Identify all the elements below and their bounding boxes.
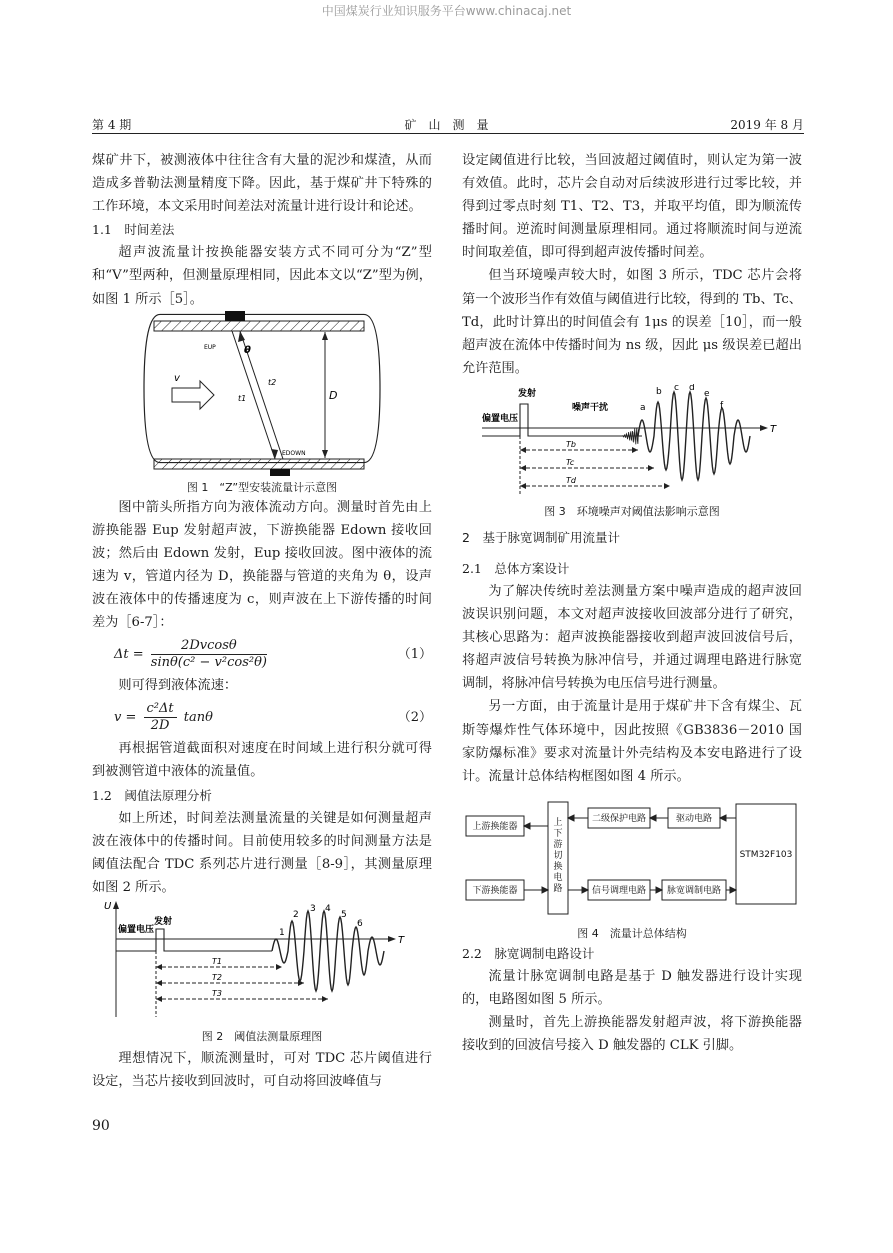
eq1-lhs: Δt = (114, 646, 144, 662)
label-T2: T2 (212, 972, 222, 982)
figure-2-diagram (92, 899, 432, 1027)
eq2-rhs: tanθ (183, 709, 213, 725)
paragraph: 再根据管道截面积对速度在时间域上进行积分就可得到被测管道中液体的流量值。 (92, 741, 432, 780)
label-t2: t2 (268, 377, 277, 387)
right-column (462, 149, 802, 1057)
paragraph: 但当环境噪声较大时，如图 3 所示，TDC 芯片会将第一个波形当作有效值与阈值进行比较，得到的 Tb、Tc、Td，此时计算出的时间值会有 1μs 的误差［10］，而一般超声波在流体中传播时间为 ns 级，因此 μs 级误差已超出允许范围。 (462, 268, 802, 376)
left-column (92, 149, 432, 1093)
figure-2-caption: 图 2 阈值法测量原理图 (201, 1029, 323, 1043)
label-edown: EDOWN (282, 449, 306, 457)
label-eup: EUP (204, 343, 216, 351)
peak-b: b (656, 386, 662, 397)
box-conditioning-label: 信号调理电路 (591, 885, 647, 896)
eq1-numerator: 2Dvcosθ (151, 638, 267, 655)
label-Tc: Tc (566, 457, 575, 467)
page-number: 90 (92, 1118, 110, 1134)
box-drive-label: 驱动电路 (675, 813, 713, 824)
figure-3 (462, 384, 802, 522)
label-bias: 偏置电压 (118, 924, 155, 935)
header-date: 2019 年 8 月 (730, 118, 804, 132)
header-rule (92, 133, 804, 134)
paragraph: 图中箭头所指方向为液体流动方向。测量时首先由上游换能器 Eup 发射超声波，下游换能器 Edown 接收回波；然后由 Edown 发射，Eup 接收回波。图中液体的流速为 v，管道内径为 D，换能器与管道的夹角为 θ，设声波在液体中的传播速度为 c，则声波在上下游传播的时间差为［6-7］： (92, 499, 432, 631)
axis-U: U (104, 900, 112, 912)
figure-1 (92, 311, 432, 496)
section-heading-2: 2 基于脉宽调制矿用流量计 (462, 529, 620, 545)
section-heading-2-2: 2.2 脉宽调制电路设计 (462, 945, 595, 961)
peak-1: 1 (279, 927, 285, 938)
label-theta: θ (244, 344, 251, 356)
label-fashe: 发射 (518, 388, 537, 399)
peak-c: c (674, 383, 679, 393)
figure-3-diagram (462, 384, 802, 500)
label-T1: T1 (212, 956, 222, 966)
paragraph: 为了解决传统时差法测量方案中噪声造成的超声波回波误识别问题，本文对超声波接收回波部分进行了研究，其核心思路为：超声波换能器接收到超声波回波信号后，将超声波信号转换为脉冲信号，并通过调理电路进行脉宽调制，将脉冲信号转换为电压信号进行测量。 (462, 583, 802, 692)
figure-4-diagram (462, 794, 802, 922)
section-heading-1-1: 1.1 时间差法 (92, 222, 175, 238)
box-switch-label: 上下游切换电路 (553, 817, 563, 894)
label-D: D (329, 388, 338, 402)
peak-3: 3 (310, 903, 316, 914)
label-noise: 噪声干扰 (572, 402, 609, 413)
paragraph: 则可得到液体流速： (118, 678, 238, 694)
equation-2 (92, 697, 432, 737)
peak-2: 2 (293, 909, 299, 920)
label-Td: Td (566, 475, 576, 485)
paragraph: 理想情况下，顺流测量时，可对 TDC 芯片阈值进行设定，当芯片接收到回波时，可自动将回波峰值与 (92, 1050, 432, 1090)
figure-4 (462, 794, 802, 942)
eq2-lhs: v = (114, 709, 137, 725)
axis-T: T (770, 423, 777, 435)
eq1-number: （1） (397, 646, 432, 662)
box-mcu-label: STM32F103 (739, 849, 793, 860)
peak-5: 5 (341, 909, 347, 920)
noise-waveform (622, 427, 639, 444)
eq1-denominator: sinθ(c² − v²cos²θ) (150, 654, 267, 670)
paragraph: 另一方面，由于流量计是用于煤矿井下含有煤尘、瓦斯等爆炸性气体环境中，因此按照《GB3836－2010 国家防爆标准》要求对流量计外壳结构及本安电路进行了设计。流量计总体结构框图如图 4 所示。 (462, 699, 802, 784)
peak-d: d (689, 383, 695, 393)
label-t1: t1 (238, 393, 247, 403)
paragraph: 如上所述，时间差法测量流量的关键是如何测量超声波在液体中的传播时间。目前使用较多的时间测量方法是阈值法配合 TDC 系列芯片进行测量［8-9］，其测量原理如图 2 所示。 (92, 810, 432, 895)
figure-4-caption: 图 4 流量计总体结构 (577, 926, 687, 940)
header-issue: 第 4 期 (92, 118, 132, 132)
box-upstream-label: 上游换能器 (472, 821, 518, 832)
peak-6: 6 (357, 918, 363, 929)
header-journal: 矿 山 测 量 (404, 118, 489, 132)
axis-T: T (398, 934, 405, 946)
paragraph: 测量时，首先上游换能器发射超声波，将下游换能器接收到的回波信号接入 D 触发器的 CLK 引脚。 (462, 1014, 802, 1054)
echo-waveform (272, 911, 384, 991)
section-heading-2-1: 2.1 总体方案设计 (462, 560, 570, 576)
eq2-number: （2） (397, 709, 432, 725)
box-downstream-label: 下游换能器 (472, 885, 518, 896)
figure-1-diagram (92, 311, 432, 476)
paragraph: 设定阈值进行比较，当回波超过阈值时，则认定为第一波有效值。此时，芯片会自动对后续波形进行过零比较，并得到过零点时刻 T1、T2、T3，并取平均值，即为顺流传播时间。逆流时间测量原理相同。通过将顺流时间与逆流时间取差值，即可得到超声波传播时间差。 (462, 153, 802, 261)
label-v: v (174, 372, 180, 384)
paragraph: 煤矿井下，被测液体中往往含有大量的泥沙和煤渣，从而造成多普勒法测量精度下降。因此，基于煤矿井下特殊的工作环境，本文采用时间差法对流量计进行设计和论述。 (92, 153, 432, 215)
box-pwm-label: 脉宽调制电路 (666, 885, 722, 896)
peak-4: 4 (325, 903, 331, 914)
label-bias: 偏置电压 (482, 413, 519, 424)
figure-2 (92, 899, 432, 1047)
paragraph: 流量计脉宽调制电路是基于 D 触发器进行设计实现的，电路图如图 5 所示。 (462, 968, 802, 1007)
echo-waveform (638, 392, 750, 480)
box-protect-label: 二级保护电路 (591, 813, 647, 824)
label-Tb: Tb (566, 439, 576, 449)
equation-1 (92, 634, 432, 674)
figure-1-caption: 图 1 “Z”型安装流量计示意图 (186, 480, 338, 494)
figure-3-caption: 图 3 环境噪声对阈值法影响示意图 (544, 504, 720, 518)
peak-f: f (720, 400, 724, 411)
section-heading-1-2: 1.2 阈值法原理分析 (92, 787, 212, 803)
eq2-denominator: 2D (150, 717, 170, 733)
peak-a: a (640, 402, 646, 413)
eq2-numerator: c²Δt (144, 701, 177, 718)
peak-e: e (704, 388, 710, 399)
label-fashe: 发射 (154, 916, 173, 927)
label-T3: T3 (212, 988, 222, 998)
watermark: 中国煤炭行业知识服务平台www.chinacaj.net (321, 4, 572, 18)
paragraph: 超声波流量计按换能器安装方式不同可分为“Z”型和“V”型两种，但测量原理相同，因此本文以“Z”型为例，如图 1 所示［5］。 (92, 245, 432, 307)
